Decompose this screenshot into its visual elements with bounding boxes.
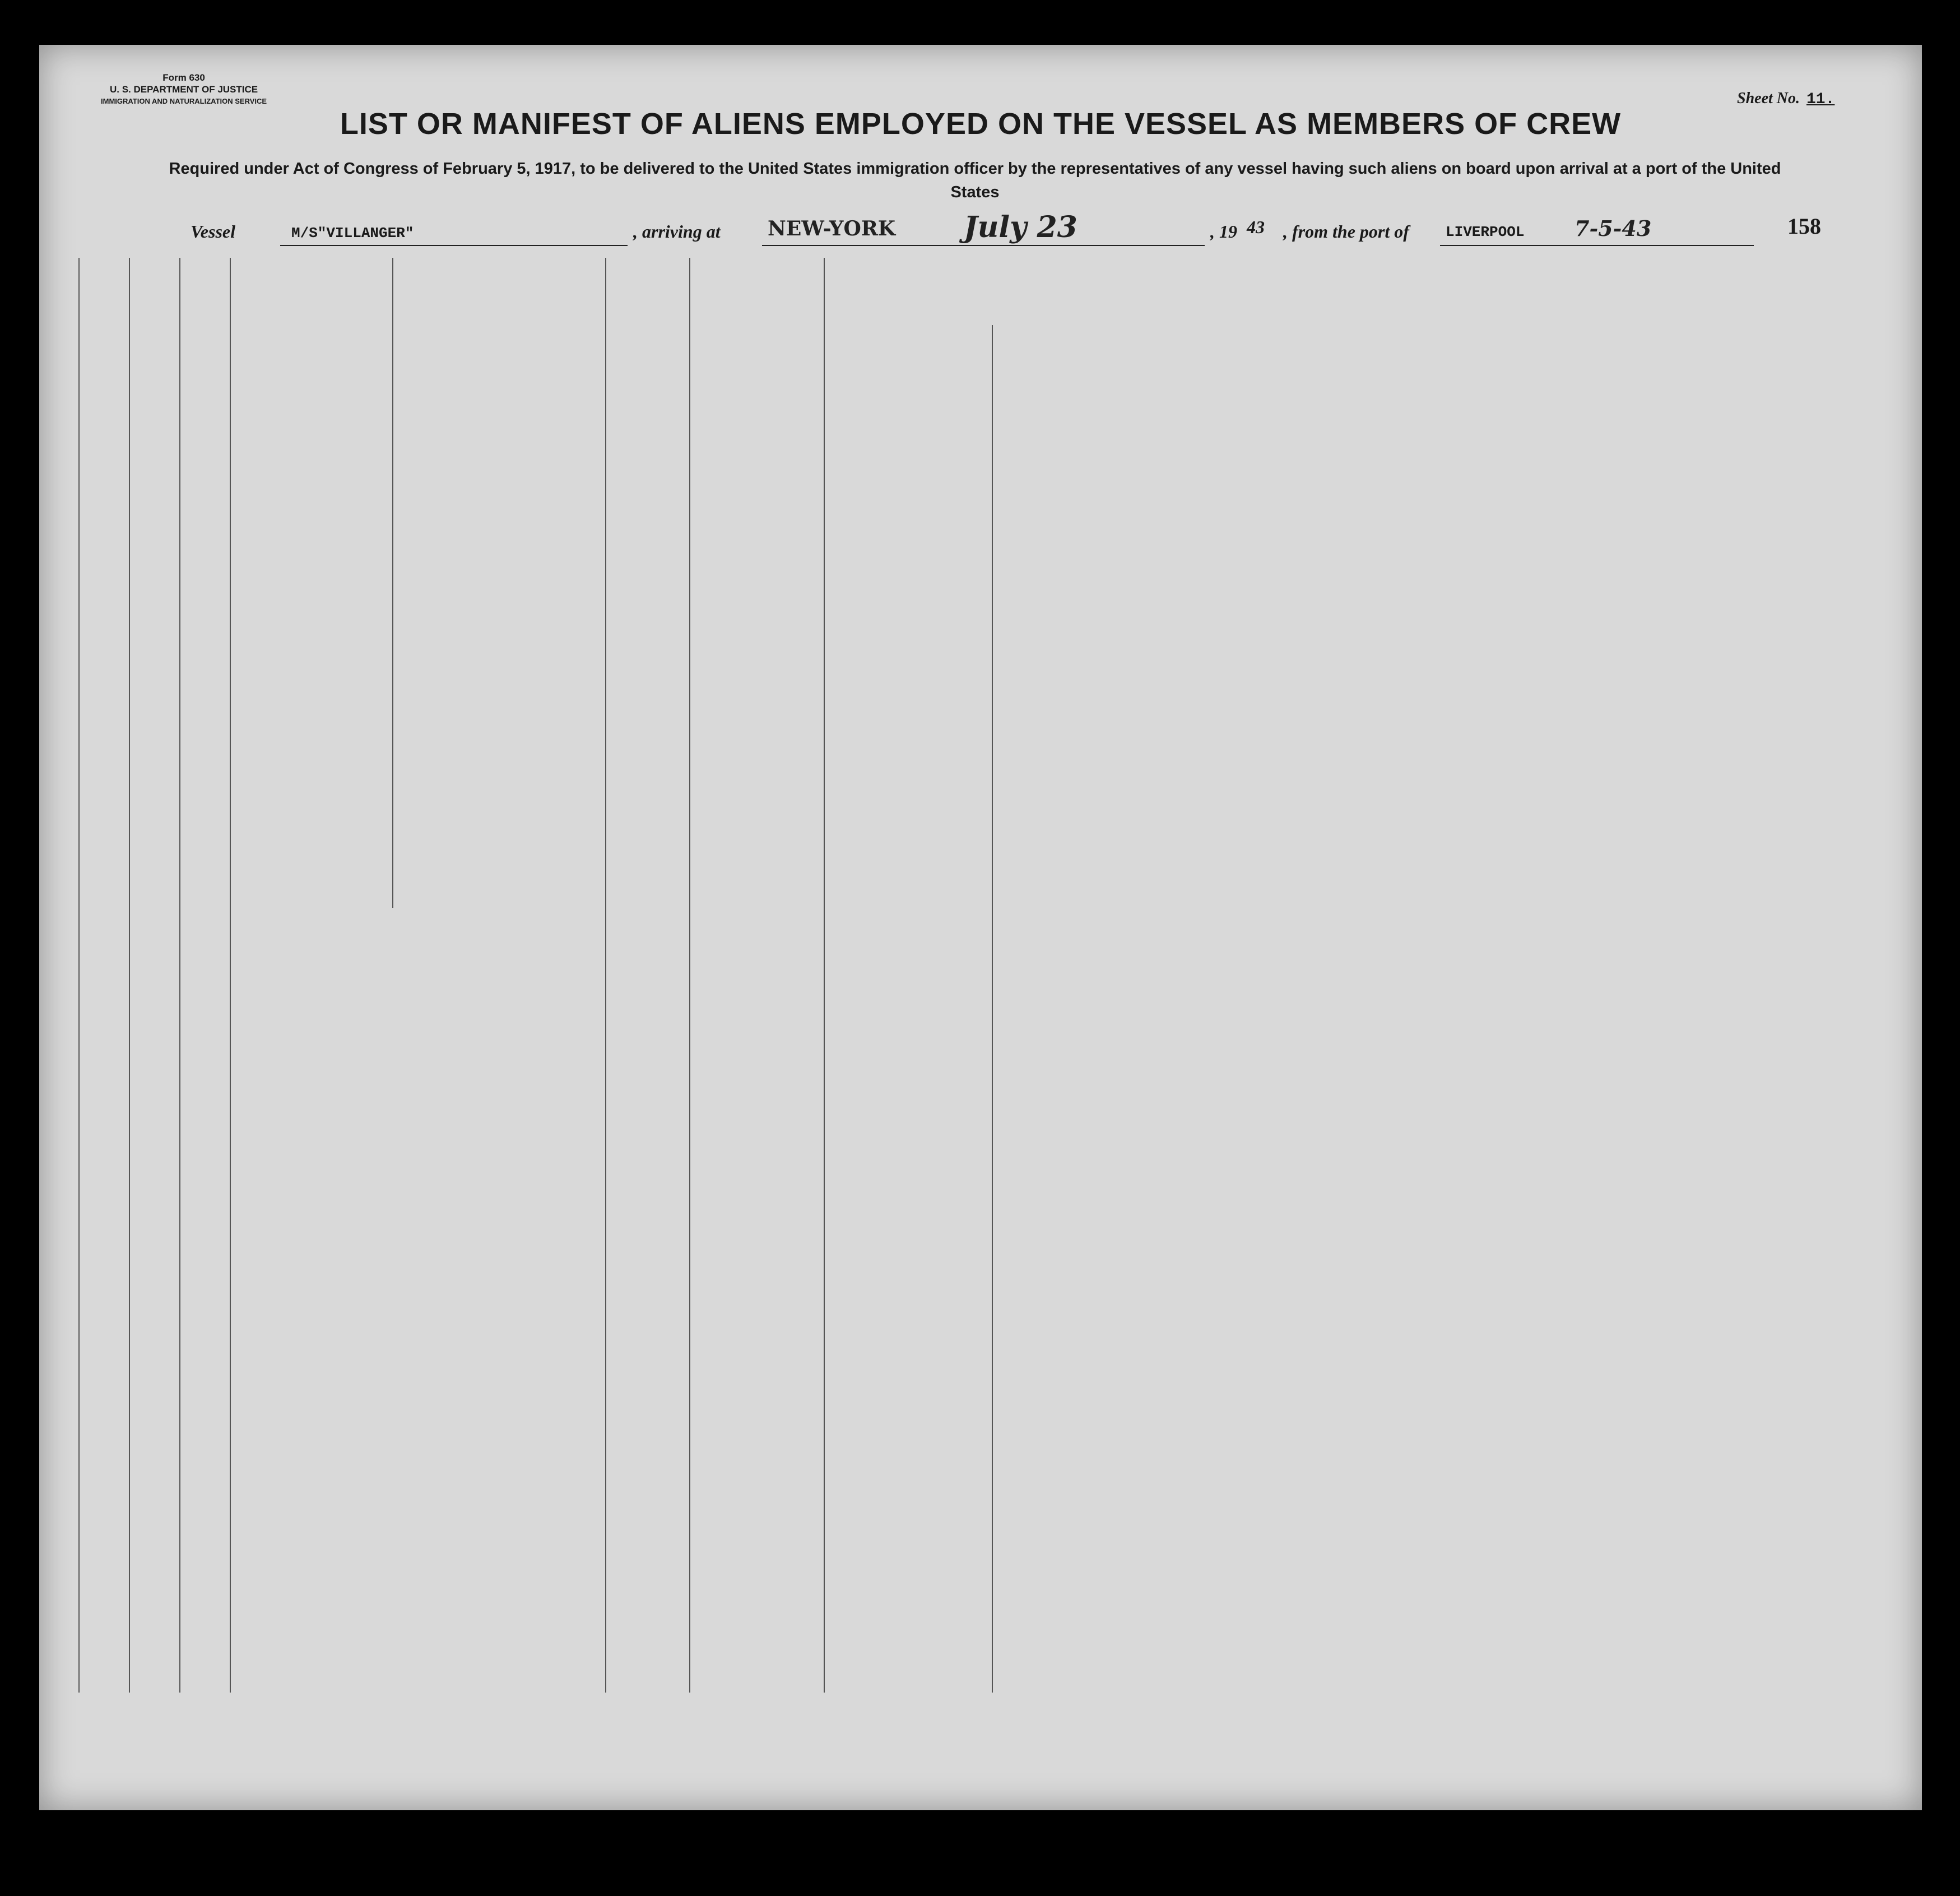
sheet-number (1737, 90, 1834, 108)
form-number: Form 630 (162, 72, 205, 83)
form-header (101, 72, 267, 107)
arriving-value: NEW-YORK (768, 217, 896, 240)
service-name: IMMIGRATION AND NATURALIZATION SERVICE (101, 97, 267, 105)
voyage-line (191, 210, 1759, 255)
arrival-date: July 23 (964, 210, 1077, 244)
crew-table (78, 258, 1922, 1693)
page-number: 158 (1787, 214, 1821, 239)
arriving-label: , arriving at (633, 221, 721, 242)
manifest-sheet (39, 45, 1922, 1810)
page-title: LIST OR MANIFEST OF ALIENS EMPLOYED ON THE VESSEL AS MEMBERS OF CREW (340, 107, 1622, 141)
from-label: , from the port of (1283, 221, 1409, 242)
sheet-value: 11. (1806, 91, 1835, 108)
vessel-value: M/S"VILLANGER" (291, 225, 414, 242)
year-value: 43 (1247, 217, 1265, 237)
sheet-label: Sheet No. (1737, 90, 1800, 107)
department-name: U. S. DEPARTMENT OF JUSTICE (109, 84, 258, 95)
vessel-label: Vessel (191, 221, 235, 242)
page-subtitle: Required under Act of Congress of February 5, 1917, to be delivered to the United States immigration officer by the representatives of any vessel having such aliens on board upon arrival at a port of the United States (169, 160, 1781, 201)
from-underline (1440, 245, 1754, 246)
vessel-underline (280, 245, 628, 246)
arrival-underline (762, 245, 1205, 246)
from-date: 7-5-43 (1574, 216, 1652, 241)
from-port: LIVERPOOL (1446, 224, 1525, 240)
year-prefix: , 19 (1210, 221, 1237, 242)
